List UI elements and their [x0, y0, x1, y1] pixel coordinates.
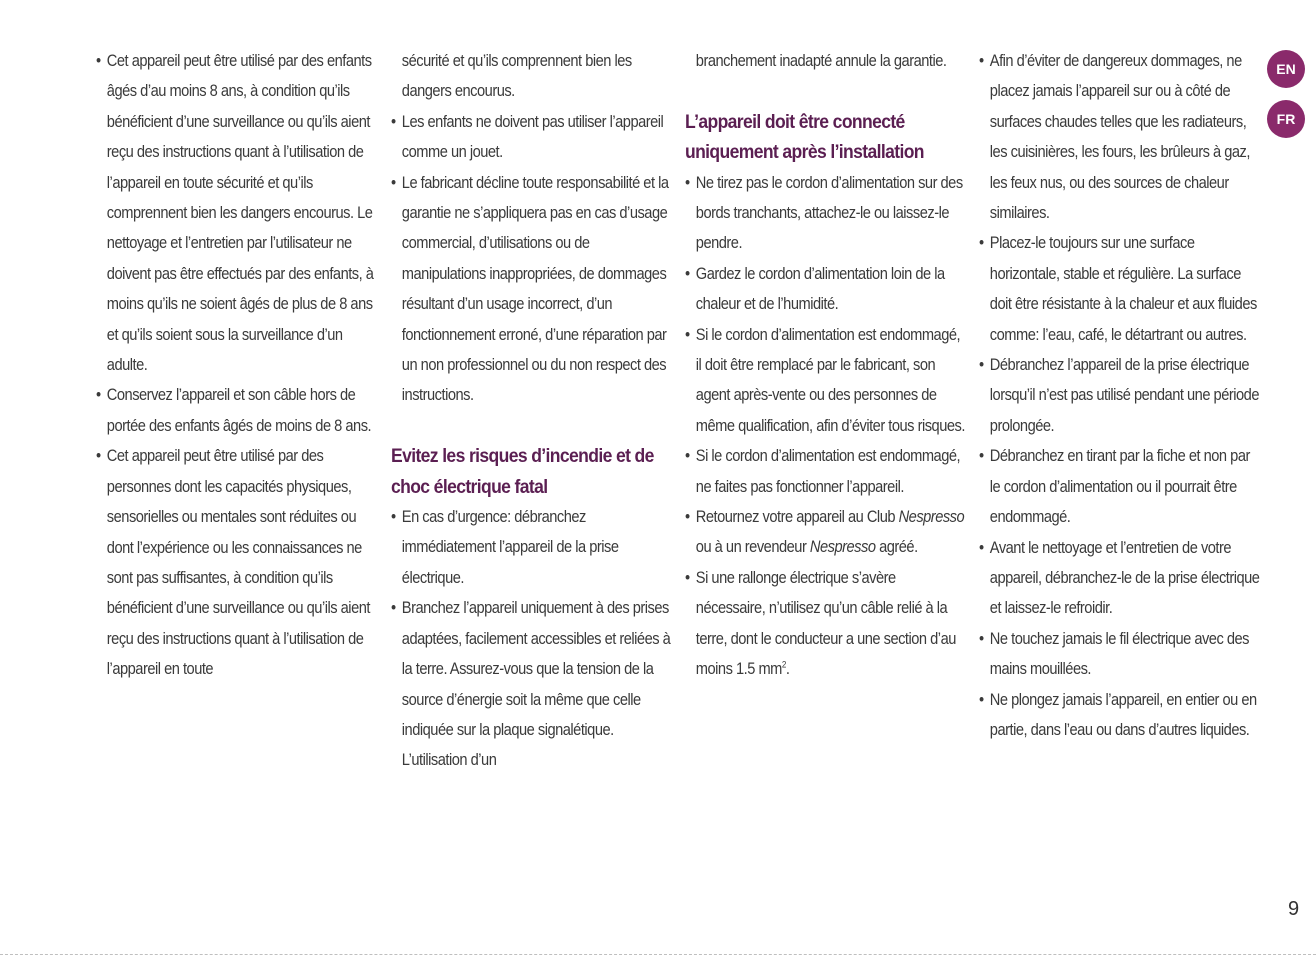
brand-name: Nespresso [809, 538, 876, 557]
safety-list [391, 502, 675, 776]
section-heading-fire-risk: Evitez les risques d’incendie et de choc électrique fatal [391, 445, 654, 498]
list-item [685, 502, 969, 563]
list-item: • Débranchez l’appareil de la prise électrique lorsqu’il n’est pas utilisé pendant une période prolongée. [979, 350, 1263, 441]
continued-text: branchement inadapté annule la garantie. [695, 52, 947, 70]
superscript: 2 [781, 659, 786, 670]
list-item: • Ne touchez jamais le fil électrique avec des mains mouillées. [979, 624, 1263, 685]
list-item: • Gardez le cordon d’alimentation loin de la chaleur et de l’humidité. [685, 259, 969, 320]
list-item: • Conservez l’appareil et son câble hors de portée des enfants âgés de moins de 8 ans. [96, 380, 380, 441]
safety-list [391, 107, 675, 411]
text-fragment: agréé. [875, 538, 918, 557]
list-item: • Branchez l’appareil uniquement à des prises adaptées, facilement accessibles et reliées à la terre. Assurez-vous que la tension de la source d’énergie soit la même que celle indiquée sur la plaque signalétique. L’utilisation d’un [391, 593, 675, 775]
list-item: • Afin d’éviter de dangereux dommages, ne placez jamais l’appareil sur ou à côté de surfaces chaudes telles que les radiateurs, les cuisinières, les fours, les brûleurs à gaz, les feux nus, ou des sources de chaleur similaires. [979, 46, 1263, 228]
list-item: • Ne tirez pas le cordon d’alimentation sur des bords tranchants, attachez-le ou laissez-le pendre. [685, 168, 969, 259]
page-number: 9 [1288, 898, 1300, 920]
column-4 [979, 46, 1264, 745]
language-badge-fr[interactable]: FR [1267, 100, 1305, 138]
safety-list [685, 168, 969, 685]
list-item: • Si le cordon d’alimentation est endommagé, il doit être remplacé par le fabricant, son agent après-vente ou des personnes de même qualification, afin d’éviter tous risques. [685, 320, 969, 442]
list-item: • Si le cordon d’alimentation est endommagé, ne faites pas fonctionner l’appareil. [685, 441, 969, 502]
text-fragment: ou à un revendeur [695, 538, 810, 557]
language-badge-en[interactable]: EN [1267, 50, 1305, 88]
list-item: • Cet appareil peut être utilisé par des enfants âgés d’au moins 8 ans, à condition qu’ils bénéficient d’une surveillance ou qu’ils aient reçu des instructions quant à l’utilisation de l’appareil en toute sécurité et qu’ils comprennent bien les dangers encourus. Le nettoyage et l’entretien par l’utilisateur ne doivent pas être effectués par des enfants, à moins qu’ils ne soient âgés de plus de 8 ans et qu’ils soient sous la surveillance d’un adulte. [96, 46, 380, 380]
column-3 [685, 46, 970, 685]
text-fragment: Si une rallonge électrique s’avère nécessaire, n’utilisez qu’un câble relié à la terre, dont le conducteur a une section d’au moins 1.5 mm [695, 568, 956, 679]
brand-name: Nespresso [898, 508, 965, 527]
list-item: • En cas d’urgence: débranchez immédiatement l’appareil de la prise électrique. [391, 502, 675, 593]
safety-list [96, 46, 380, 685]
safety-list [979, 46, 1263, 745]
list-item: • Débranchez en tirant par la fiche et non par le cordon d’alimentation ou il pourrait être endommagé. [979, 441, 1263, 532]
list-item: • Le fabricant décline toute responsabilité et la garantie ne s’appliquera pas en cas d’usage commercial, d’utilisations ou de manipulations inappropriées, de dommages résultant d’un usage incorrect, d’un fonctionnement erroné, d’une réparation par un non professionnel ou du non respect des instructions. [391, 168, 675, 411]
list-item: • Ne plongez jamais l’appareil, en entier ou en partie, dans l’eau ou dans d’autres liquides. [979, 685, 1263, 746]
list-item: • Cet appareil peut être utilisé par des personnes dont les capacités physiques, sensorielles ou mentales sont réduites ou dont l’expérience ou les connaissances ne sont pas suffisantes, à condition qu’ils bénéficient d’une surveillance ou qu’ils aient reçu des instructions quant à l’utilisation de l’appareil en toute [96, 441, 380, 684]
text-fragment: . [785, 660, 790, 679]
list-item: • Avant le nettoyage et l’entretien de votre appareil, débranchez-le de la prise électrique et laissez-le refroidir. [979, 533, 1263, 624]
column-2 [391, 46, 676, 776]
list-item: • Placez-le toujours sur une surface horizontale, stable et régulière. La surface doit être résistante à la chaleur et aux fluides comme: l’eau, café, le détartrant ou autres. [979, 228, 1263, 350]
list-item [685, 563, 969, 685]
page-divider [0, 954, 1316, 955]
section-heading-installation: L’appareil doit être connecté uniquement après l’installation [685, 110, 924, 164]
continued-text: sécurité et qu’ils comprennent bien les dangers encourus. [401, 52, 632, 101]
column-1 [96, 46, 381, 685]
list-item: • Les enfants ne doivent pas utiliser l’appareil comme un jouet. [391, 107, 675, 168]
text-fragment: Retournez votre appareil au Club [695, 508, 899, 527]
